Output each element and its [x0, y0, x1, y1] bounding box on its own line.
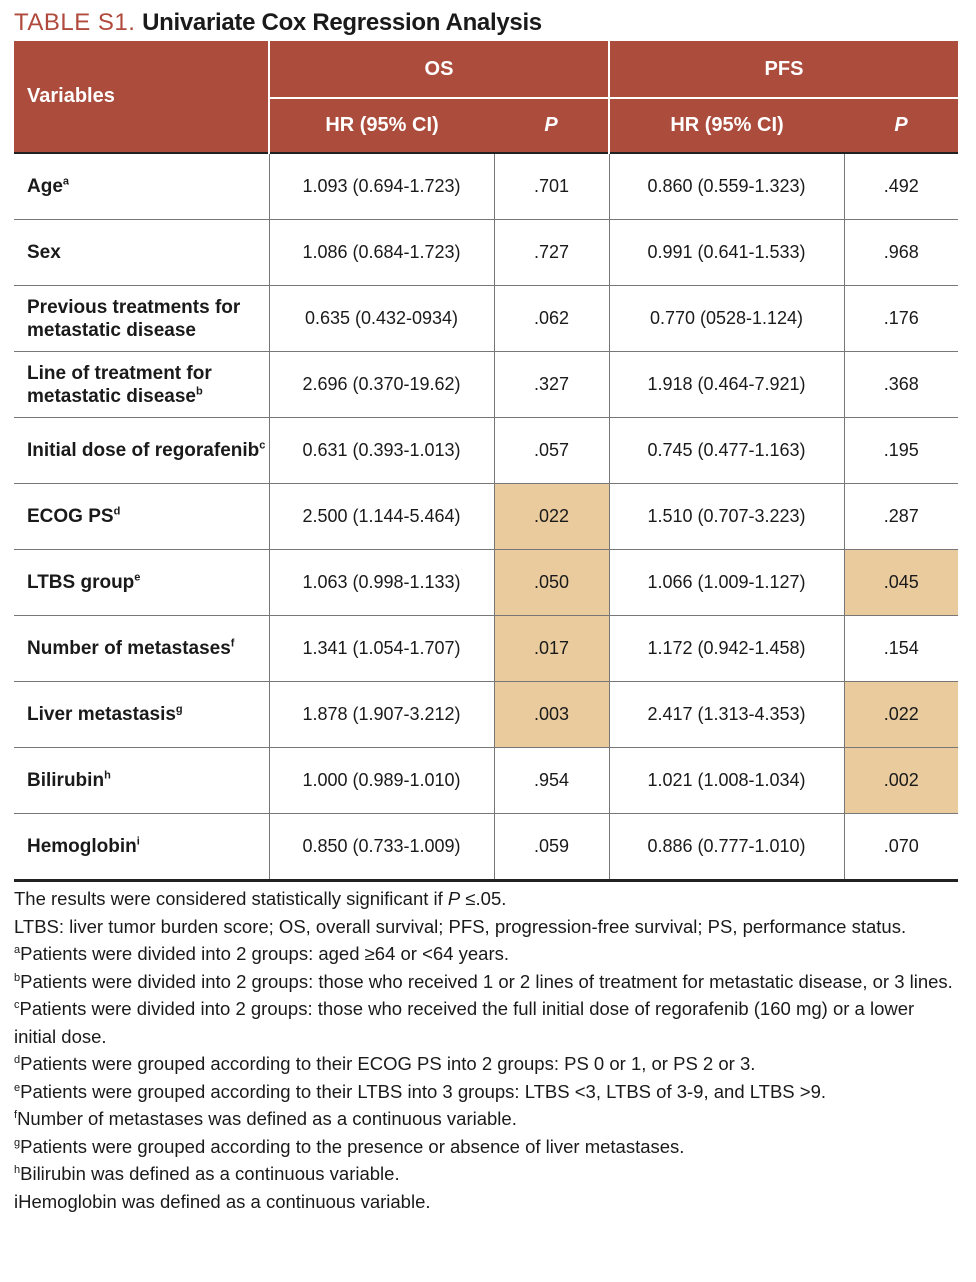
pfs-hr-header: HR (95% CI): [609, 98, 844, 153]
pfs-hr-cell: 1.172 (0.942-1.458): [609, 616, 844, 682]
os-p-cell: .727: [494, 220, 609, 286]
os-hr-cell: 1.093 (0.694-1.723): [269, 153, 494, 220]
table-body: [14, 153, 958, 881]
footnote-marker: e: [134, 571, 141, 584]
table-row: [14, 352, 958, 418]
variable-name: ECOG $PS^d$: [14, 484, 269, 550]
pfs-p-header: P: [844, 98, 958, 153]
pfs-p-cell: .045: [844, 550, 958, 616]
table-row: [14, 286, 958, 352]
pfs-header: PFS: [609, 41, 958, 98]
footnote-marker: h: [104, 769, 111, 782]
footnote-marker: d: [14, 1053, 21, 1066]
variable-name: Bilirubin$^h$: [14, 748, 269, 814]
footnote-marker: c: [14, 998, 20, 1011]
os-p-header: P: [494, 98, 609, 153]
pfs-hr-cell: 0.745 (0.477-1.163): [609, 418, 844, 484]
footnote-marker: b: [14, 971, 21, 984]
pfs-p-cell: .070: [844, 814, 958, 881]
footnote-marker: i: [136, 835, 140, 848]
table-row: [14, 748, 958, 814]
variable-name: Age$^a$: [14, 153, 269, 220]
pfs-p-cell: .492: [844, 153, 958, 220]
pfs-p-cell: .154: [844, 616, 958, 682]
os-hr-cell: 1.341 (1.054-1.707): [269, 616, 494, 682]
pfs-p-cell: .002: [844, 748, 958, 814]
footnote: $^g$Patients were grouped according to the presence or absence of liver metastases.: [14, 1135, 685, 1157]
footnote: $^a$Patients were divided into 2 groups: aged ≥64 or <64 years.: [14, 943, 510, 964]
os-p-cell: .017: [494, 616, 609, 682]
footnote-marker: f: [230, 637, 235, 650]
footnote-marker: g: [175, 703, 183, 716]
footnote-marker: d: [113, 505, 121, 518]
footnote: $^b$Patients were divided into 2 groups: those who received 1 or 2 lines of treatment for metastatic disease, or 3 lines.: [14, 970, 953, 992]
pfs-hr-cell: 2.417 (1.313-4.353): [609, 682, 844, 748]
variable-name: Line of treatment for metastatic disease$^b$: [14, 352, 269, 418]
footnote-marker: a: [62, 175, 70, 188]
os-p-cell: .057: [494, 418, 609, 484]
os-header: OS: [269, 41, 609, 98]
footnotes-list: [14, 940, 959, 1188]
os-hr-cell: 2.696 (0.370-19.62): [269, 352, 494, 418]
pfs-p-cell: .287: [844, 484, 958, 550]
variable-name: Number of metastases$^f$: [14, 616, 269, 682]
pfs-p-cell: .968: [844, 220, 958, 286]
os-hr-cell: 0.631 (0.393-1.013): [269, 418, 494, 484]
os-hr-header: HR (95% CI): [269, 98, 494, 153]
os-p-cell: .022: [494, 484, 609, 550]
significance-note: The results were considered statistically significant if P ≤.05.: [14, 888, 507, 909]
os-p-cell: .327: [494, 352, 609, 418]
os-p-cell: .062: [494, 286, 609, 352]
variable-name: Initial dose of regorafenib$^c$: [14, 418, 269, 484]
os-p-cell: .059: [494, 814, 609, 881]
footnote-marker: e: [14, 1081, 21, 1094]
table-row: [14, 682, 958, 748]
pfs-hr-cell: 0.770 (0528-1.124): [609, 286, 844, 352]
os-hr-cell: 0.850 (0.733-1.009): [269, 814, 494, 881]
pfs-hr-cell: 1.021 (1.008-1.034): [609, 748, 844, 814]
footnote-marker: c: [259, 439, 266, 452]
footnote: $^h$Bilirubin was defined as a continuous variable.: [14, 1163, 400, 1184]
footnote-marker: h: [14, 1163, 21, 1176]
footnote-marker: b: [196, 385, 203, 398]
footnote: $^c$Patients were divided into 2 groups: those who received the full initial dose of regorafenib (160 mg) or a lower initial dose.: [14, 998, 915, 1047]
os-hr-cell: 0.635 (0.432-0934): [269, 286, 494, 352]
os-hr-cell: 1.063 (0.998-1.133): [269, 550, 494, 616]
variable-name: Sex: [14, 220, 269, 286]
table-row: [14, 484, 958, 550]
variables-header: Variables: [14, 41, 269, 153]
os-p-cell: .050: [494, 550, 609, 616]
pfs-p-cell: .176: [844, 286, 958, 352]
os-p-cell: .701: [494, 153, 609, 220]
table-row: [14, 418, 958, 484]
variable-name: Hemoglobin$^i$: [14, 814, 269, 881]
os-p-cell: .003: [494, 682, 609, 748]
table-row: [14, 153, 958, 220]
os-p-cell: .954: [494, 748, 609, 814]
pfs-p-cell: .195: [844, 418, 958, 484]
table-row: [14, 550, 958, 616]
os-hr-cell: 1.000 (0.989-1.010): [269, 748, 494, 814]
table-name: Univariate Cox Regression Analysis: [142, 9, 542, 36]
table-row: [14, 220, 958, 286]
footnote: $^d$Patients were grouped according to their ECOG PS into 2 groups: PS 0 or 1, or PS 2 or 3.: [14, 1053, 756, 1074]
variable-name: LTBS group$^e$: [14, 550, 269, 616]
pfs-hr-cell: 0.860 (0.559-1.323): [609, 153, 844, 220]
abbreviations-note: LTBS: liver tumor burden score; OS, overall survival; PFS, progression-free survival; PS, performance status.: [14, 915, 907, 937]
pfs-hr-cell: 1.066 (1.009-1.127): [609, 550, 844, 616]
os-hr-cell: 2.500 (1.144-5.464): [269, 484, 494, 550]
footnote-marker: g: [14, 1136, 21, 1149]
table-title: [14, 6, 542, 40]
variable-name: Previous treatments for metastatic disease: [14, 286, 269, 352]
pfs-p-cell: .368: [844, 352, 958, 418]
pfs-hr-cell: 0.991 (0.641-1.533): [609, 220, 844, 286]
pfs-hr-cell: 0.886 (0.777-1.010): [609, 814, 844, 881]
os-hr-cell: 1.878 (1.907-3.212): [269, 682, 494, 748]
pfs-hr-cell: 1.918 (0.464-7.921): [609, 352, 844, 418]
table-row: [14, 616, 958, 682]
footnote-marker: a: [14, 943, 21, 956]
cox-regression-table: [14, 41, 958, 882]
footnote: $^e$Patients were grouped according to their LTBS into 3 groups: LTBS <3, LTBS of 3-9, and LTBS >9.: [14, 1080, 827, 1102]
table-label: TABLE S1.: [14, 9, 136, 36]
pfs-p-cell: .022: [844, 682, 958, 748]
variable-name: Liver metastasis$^g$: [14, 682, 269, 748]
footnote-last: iHemoglobin was defined as a continuous variable.: [14, 1190, 431, 1212]
footnote-marker: f: [14, 1108, 18, 1121]
table-notes: [14, 885, 959, 1215]
footnote: $^f$Number of metastases was defined as a continuous variable.: [14, 1108, 517, 1129]
os-hr-cell: 1.086 (0.684-1.723): [269, 220, 494, 286]
table-row: [14, 814, 958, 881]
pfs-hr-cell: 1.510 (0.707-3.223): [609, 484, 844, 550]
